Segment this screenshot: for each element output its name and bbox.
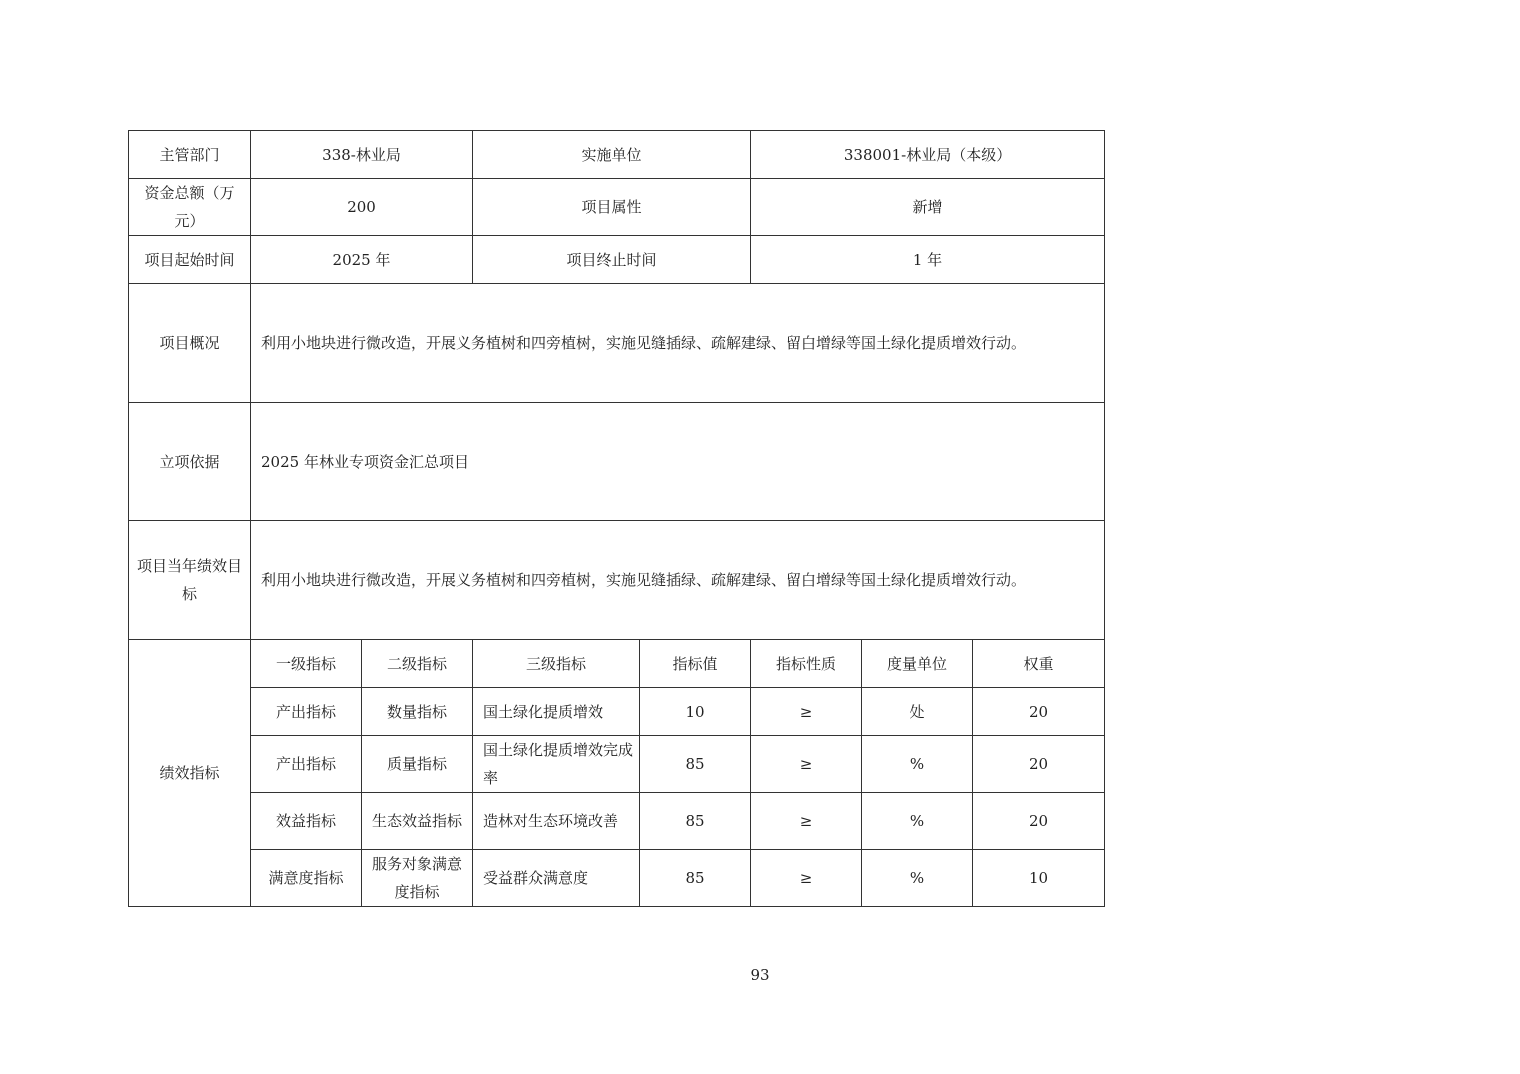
- header-weight: 权重: [973, 640, 1105, 688]
- label-annual-goal: 项目当年绩效目标: [129, 521, 251, 640]
- indicator-row: [129, 793, 1105, 850]
- indicator-weight: 20: [973, 793, 1105, 850]
- label-project-basis: 立项依据: [129, 403, 251, 521]
- label-start-time: 项目起始时间: [129, 236, 251, 284]
- indicator-level1: 满意度指标: [251, 850, 362, 907]
- indicator-header-row: [129, 640, 1105, 688]
- value-project-overview: 利用小地块进行微改造，开展义务植树和四旁植树，实施见缝插绿、疏解建绿、留白增绿等国土绿化提质增效行动。: [251, 284, 1105, 403]
- indicator-weight: 10: [973, 850, 1105, 907]
- indicator-unit: %: [862, 793, 973, 850]
- indicator-nature: ≥: [751, 850, 862, 907]
- indicator-value: 85: [640, 793, 751, 850]
- value-start-time: 2025 年: [251, 236, 473, 284]
- indicator-value: 85: [640, 736, 751, 793]
- header-level2: 二级指标: [362, 640, 473, 688]
- header-measure-unit: 度量单位: [862, 640, 973, 688]
- label-performance-indicators: 绩效指标: [129, 640, 251, 907]
- indicator-value: 10: [640, 688, 751, 736]
- value-project-basis: 2025 年林业专项资金汇总项目: [251, 403, 1105, 521]
- label-project-attribute: 项目属性: [473, 179, 751, 236]
- label-total-funds: 资金总额（万元）: [129, 179, 251, 236]
- row-annual-goal: [129, 521, 1105, 640]
- indicator-level1: 产出指标: [251, 736, 362, 793]
- label-project-overview: 项目概况: [129, 284, 251, 403]
- row-project-period: [129, 236, 1105, 284]
- row-total-funds: [129, 179, 1105, 236]
- indicator-level2: 生态效益指标: [362, 793, 473, 850]
- indicator-weight: 20: [973, 736, 1105, 793]
- indicator-nature: ≥: [751, 793, 862, 850]
- value-department: 338-林业局: [251, 131, 473, 179]
- indicator-row: [129, 736, 1105, 793]
- label-implementing-unit: 实施单位: [473, 131, 751, 179]
- indicator-level3: 国土绿化提质增效完成率: [473, 736, 640, 793]
- value-end-time: 1 年: [751, 236, 1105, 284]
- indicator-level2: 服务对象满意度指标: [362, 850, 473, 907]
- indicator-weight: 20: [973, 688, 1105, 736]
- header-level3: 三级指标: [473, 640, 640, 688]
- row-project-basis: [129, 403, 1105, 521]
- label-end-time: 项目终止时间: [473, 236, 751, 284]
- indicator-nature: ≥: [751, 736, 862, 793]
- value-total-funds: 200: [251, 179, 473, 236]
- value-annual-goal: 利用小地块进行微改造，开展义务植树和四旁植树，实施见缝插绿、疏解建绿、留白增绿等国土绿化提质增效行动。: [251, 521, 1105, 640]
- indicator-level1: 产出指标: [251, 688, 362, 736]
- indicator-level2: 质量指标: [362, 736, 473, 793]
- indicator-level3: 国土绿化提质增效: [473, 688, 640, 736]
- indicator-level3: 造林对生态环境改善: [473, 793, 640, 850]
- indicator-unit: %: [862, 850, 973, 907]
- indicator-value: 85: [640, 850, 751, 907]
- indicator-row: [129, 688, 1105, 736]
- indicator-level2: 数量指标: [362, 688, 473, 736]
- label-department: 主管部门: [129, 131, 251, 179]
- row-department: [129, 131, 1105, 179]
- indicator-row: [129, 850, 1105, 907]
- header-level1: 一级指标: [251, 640, 362, 688]
- value-project-attribute: 新增: [751, 179, 1105, 236]
- value-implementing-unit: 338001-林业局（本级）: [751, 131, 1105, 179]
- page-number: 93: [750, 966, 770, 984]
- row-project-overview: [129, 284, 1105, 403]
- indicator-level3: 受益群众满意度: [473, 850, 640, 907]
- indicator-unit: %: [862, 736, 973, 793]
- indicator-level1: 效益指标: [251, 793, 362, 850]
- header-indicator-value: 指标值: [640, 640, 751, 688]
- indicator-unit: 处: [862, 688, 973, 736]
- header-indicator-nature: 指标性质: [751, 640, 862, 688]
- project-performance-table: [128, 130, 1105, 907]
- indicator-nature: ≥: [751, 688, 862, 736]
